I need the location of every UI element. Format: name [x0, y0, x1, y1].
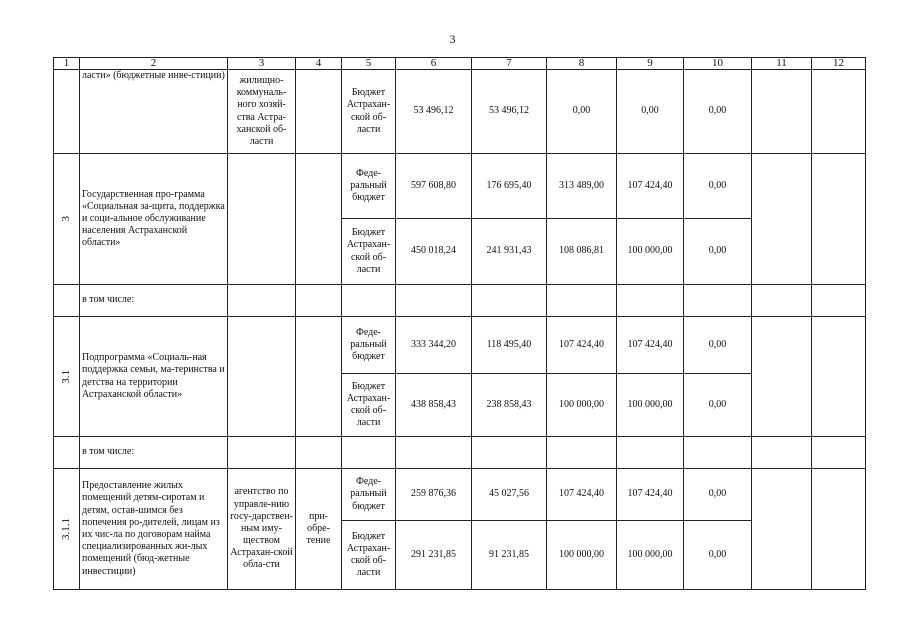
col-header-1: 1: [54, 58, 80, 70]
value-col8: 107 424,40: [547, 317, 617, 374]
value-col7: 45 027,56: [472, 469, 547, 521]
row-number-cell: [54, 469, 80, 590]
row-number-cell: [54, 154, 80, 285]
table-row: [54, 437, 866, 469]
value-col8: 0,00: [547, 70, 617, 154]
subtotal-label: в том числе:: [80, 437, 228, 469]
col-header-2: 2: [80, 58, 228, 70]
col-header-6: 6: [396, 58, 472, 70]
value-col8: 100 000,00: [547, 374, 617, 437]
program-name-cell: Предоставление жилых помещений детям-сиротам и детям, остав-шимся без попечения ро-дителей, лицам из их чис-ла по договорам найма специализированных жи-лых помещений (бюд-жетные инвестиции): [80, 469, 228, 590]
col-header-11: 11: [752, 58, 812, 70]
funding-source-cell: Феде-ральный бюджет: [342, 317, 396, 374]
funding-source-cell: Феде-ральный бюджет: [342, 469, 396, 521]
table-row: [54, 70, 866, 154]
value-col10: 0,00: [684, 469, 752, 521]
col-header-9: 9: [617, 58, 684, 70]
value-col7: 53 496,12: [472, 70, 547, 154]
value-col8: 107 424,40: [547, 469, 617, 521]
value-col7: 176 695,40: [472, 154, 547, 219]
value-col8: 108 086,81: [547, 219, 617, 285]
budget-table: [53, 57, 866, 590]
value-col9: 107 424,40: [617, 317, 684, 374]
row-number: 3.1: [59, 369, 72, 384]
value-col10: 0,00: [684, 219, 752, 285]
col-header-4: 4: [296, 58, 342, 70]
value-col10: 0,00: [684, 317, 752, 374]
value-col12: [812, 70, 866, 154]
value-col6: 259 876,36: [396, 469, 472, 521]
executor-cell: агентство по управле-нию госу-дарствен-ным иму-ществом Астрахан-ской обла-сти: [228, 469, 296, 590]
table-row: [54, 469, 866, 521]
col-header-8: 8: [547, 58, 617, 70]
header-row: [54, 58, 866, 70]
table-row: [54, 317, 866, 374]
value-col6: 597 608,80: [396, 154, 472, 219]
value-col10: 0,00: [684, 521, 752, 590]
executor-cell: жилищно-коммуналь-ного хозяй-ства Астра-ханской об-ласти: [228, 70, 296, 154]
program-name-cell: ласти» (бюджетные инве-стиции): [80, 70, 228, 154]
funding-source-cell: Бюджет Астрахан-ской об-ласти: [342, 219, 396, 285]
col-header-5: 5: [342, 58, 396, 70]
funding-source-cell: Феде-ральный бюджет: [342, 154, 396, 219]
value-col9: 100 000,00: [617, 374, 684, 437]
col4-cell: при-обре-тение: [296, 469, 342, 590]
value-col10: 0,00: [684, 374, 752, 437]
col4-cell: [296, 154, 342, 285]
page-number: 3: [449, 32, 456, 46]
value-col6: 438 858,43: [396, 374, 472, 437]
value-col12: [812, 469, 866, 590]
program-name-cell: Государственная про-грамма «Социальная за-щита, поддержка и соци-альное обслуживание населения Астраханской области»: [80, 154, 228, 285]
program-name-cell: Подпрограмма «Социаль-ная поддержка семьи, ма-теринства и детства на территории Астраханской области»: [80, 317, 228, 437]
value-col9: 100 000,00: [617, 521, 684, 590]
row-number: 3: [59, 216, 72, 222]
row-number: 3.1.1: [59, 518, 72, 540]
value-col6: 291 231,85: [396, 521, 472, 590]
value-col7: 238 858,43: [472, 374, 547, 437]
value-col9: 0,00: [617, 70, 684, 154]
funding-source-cell: Бюджет Астрахан-ской об-ласти: [342, 374, 396, 437]
col-header-12: 12: [812, 58, 866, 70]
col-header-10: 10: [684, 58, 752, 70]
value-col12: [812, 317, 866, 437]
value-col11: [752, 317, 812, 437]
col4-cell: [296, 317, 342, 437]
value-col9: 100 000,00: [617, 219, 684, 285]
value-col6: 53 496,12: [396, 70, 472, 154]
subtotal-label: в том числе:: [80, 285, 228, 317]
row-number-cell: [54, 70, 80, 154]
executor-cell: [228, 154, 296, 285]
value-col10: 0,00: [684, 154, 752, 219]
row-number-cell: [54, 437, 80, 469]
value-col11: [752, 469, 812, 590]
value-col11: [752, 70, 812, 154]
value-col8: 100 000,00: [547, 521, 617, 590]
col4-cell: [296, 70, 342, 154]
value-col9: 107 424,40: [617, 154, 684, 219]
table-row: [54, 154, 866, 219]
value-col11: [752, 154, 812, 285]
col-header-3: 3: [228, 58, 296, 70]
row-number-cell: [54, 317, 80, 437]
executor-cell: [228, 317, 296, 437]
table-row: [54, 285, 866, 317]
funding-source-cell: Бюджет Астрахан-ской об-ласти: [342, 521, 396, 590]
value-col12: [812, 154, 866, 285]
value-col9: 107 424,40: [617, 469, 684, 521]
row-number-cell: [54, 285, 80, 317]
value-col7: 91 231,85: [472, 521, 547, 590]
value-col7: 241 931,43: [472, 219, 547, 285]
value-col7: 118 495,40: [472, 317, 547, 374]
value-col8: 313 489,00: [547, 154, 617, 219]
funding-source-cell: Бюджет Астрахан-ской об-ласти: [342, 70, 396, 154]
col-header-7: 7: [472, 58, 547, 70]
value-col6: 450 018,24: [396, 219, 472, 285]
value-col10: 0,00: [684, 70, 752, 154]
value-col6: 333 344,20: [396, 317, 472, 374]
